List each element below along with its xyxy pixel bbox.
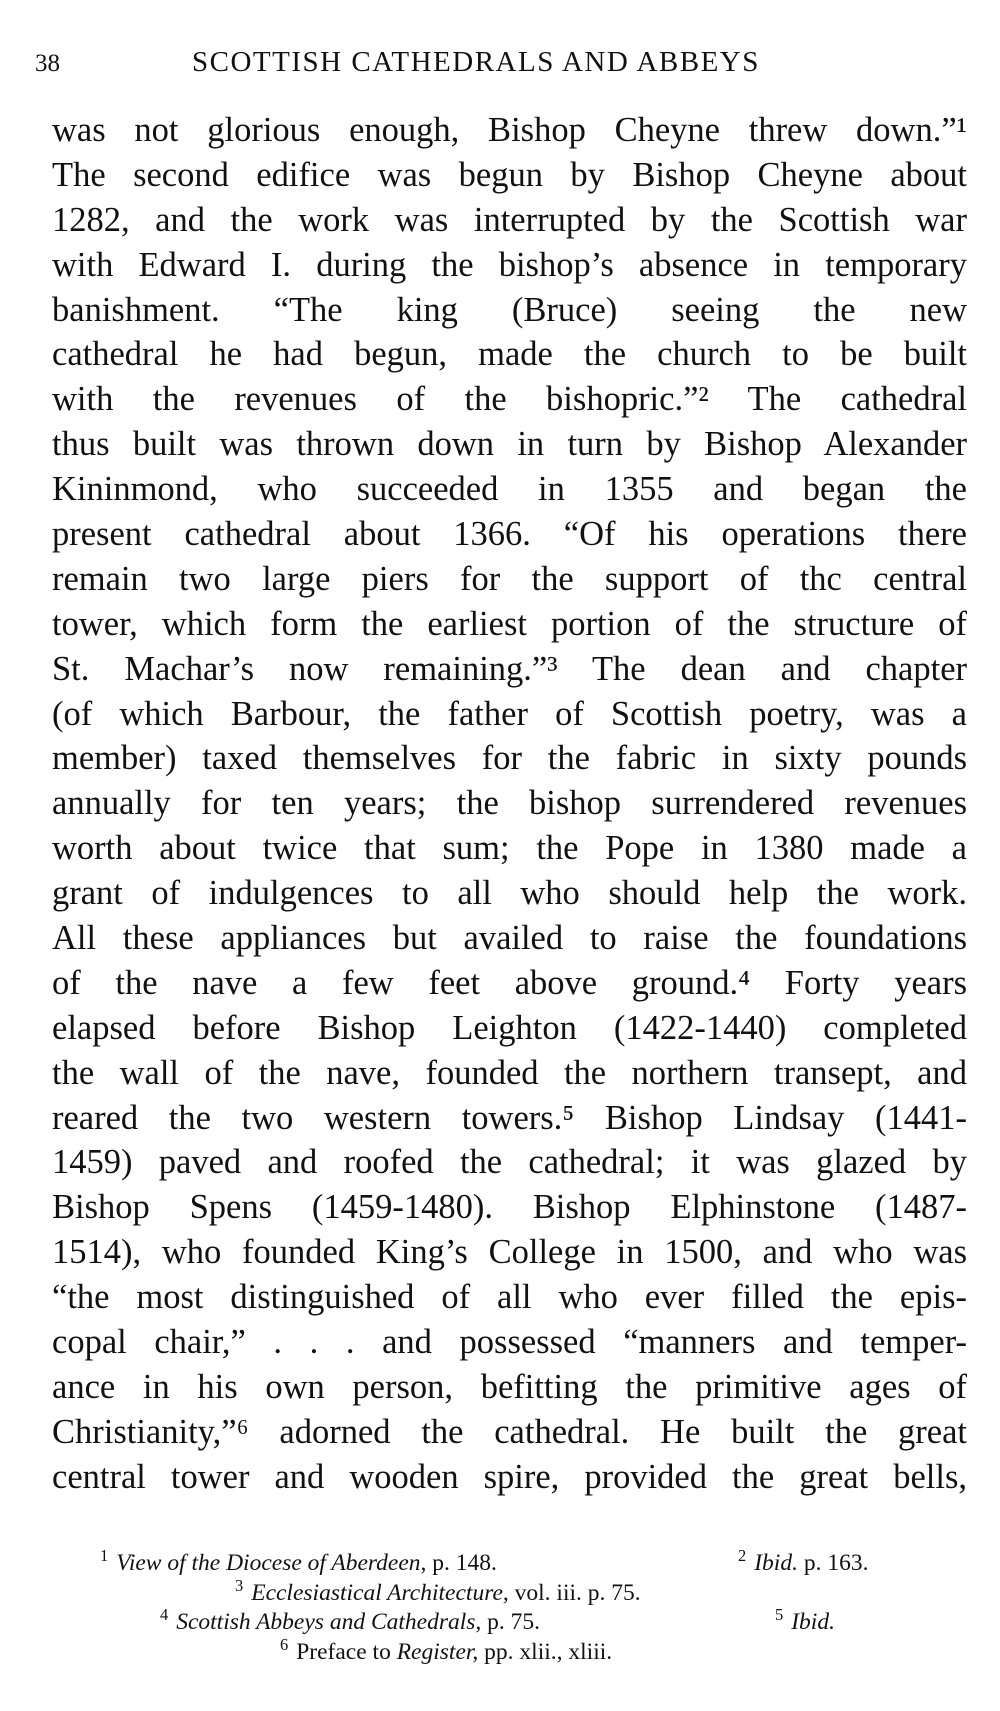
body-line: annually for ten years; the bishop surrendered revenues bbox=[52, 784, 967, 823]
body-line: Kininmond, who succeeded in 1355 and began the bbox=[52, 470, 967, 509]
body-line: of the nave a few feet above ground.⁴ Forty years bbox=[52, 963, 967, 1002]
body-line: thus built was thrown down in turn by Bishop Alexander bbox=[52, 425, 967, 464]
footnote-2: $^2$ Ibid. p. 163. bbox=[738, 1546, 869, 1576]
footnote-6: $^6$ Preface to Register, pp. xlii., xliii. bbox=[280, 1634, 613, 1665]
body-line: ance in his own person, befitting the primitive ages of bbox=[52, 1367, 967, 1406]
body-line: cathedral he had begun, made the church to be built bbox=[52, 335, 967, 374]
body-line: 1282, and the work was interrupted by the Scottish war bbox=[52, 200, 967, 239]
footnote-3: $^3$ Ecclesiastical Architecture, vol. iii. p. 75. bbox=[235, 1575, 641, 1606]
body-line: central tower and wooden spire, provided the great bells, bbox=[52, 1457, 967, 1496]
body-line: was not glorious enough, Bishop Cheyne threw down.”¹ bbox=[52, 111, 967, 149]
running-head bbox=[35, 42, 965, 82]
body-line: elapsed before Bishop Leighton (1422-1440) completed bbox=[52, 1008, 967, 1047]
body-line: remain two large piers for the support of thc central bbox=[52, 559, 967, 598]
body-line: St. Machar’s now remaining.”³ The dean and chapter bbox=[52, 649, 967, 688]
footnote-row bbox=[0, 1634, 1000, 1668]
footnote-row bbox=[0, 1605, 1000, 1638]
body-line: copal chair,” . . . and possessed “manners and temper- bbox=[52, 1323, 967, 1362]
body-line: (of which Barbour, the father of Scottish poetry, was a bbox=[52, 694, 967, 733]
running-title: SCOTTISH CATHEDRALS AND ABBEYS bbox=[192, 46, 760, 78]
body-line: tower, which form the earliest portion of the structure of bbox=[52, 604, 967, 643]
body-line: present cathedral about 1366. “Of his operations there bbox=[52, 515, 967, 554]
page-number: 38 bbox=[35, 50, 60, 77]
body-line: Bishop Spens (1459-1480). Bishop Elphinstone (1487- bbox=[52, 1188, 967, 1227]
footnote-5: $^5$ Ibid. bbox=[775, 1605, 835, 1635]
footnotes bbox=[0, 1546, 1000, 1667]
body-line: with the revenues of the bishopric.”² The cathedral bbox=[52, 380, 967, 419]
body-line: 1514), who founded King’s College in 1500, and who was bbox=[52, 1233, 967, 1272]
body-line: grant of indulgences to all who should help the work. bbox=[52, 874, 967, 913]
body-line: 1459) paved and roofed the cathedral; it was glazed by bbox=[52, 1143, 967, 1182]
body-line: the wall of the nave, founded the northern transept, and bbox=[52, 1053, 967, 1092]
footnote-4: $^4$ Scottish Abbeys and Cathedrals, p. 75. bbox=[160, 1605, 541, 1635]
body-line: All these appliances but availed to raise the foundations bbox=[52, 919, 967, 958]
body-line: reared the two western towers.⁵ Bishop Lindsay (1441- bbox=[52, 1098, 967, 1137]
body-text bbox=[52, 108, 967, 1500]
body-line: with Edward I. during the bishop’s absence in temporary bbox=[52, 245, 967, 284]
body-line: banishment. “The king (Bruce) seeing the new bbox=[52, 290, 967, 329]
body-line: worth about twice that sum; the Pope in 1380 made a bbox=[52, 829, 967, 868]
body-line: member) taxed themselves for the fabric in sixty pounds bbox=[52, 739, 967, 778]
body-line: Christianity,”⁶ adorned the cathedral. He built the great bbox=[52, 1412, 967, 1451]
footnote-row bbox=[0, 1575, 1000, 1609]
footnote-1: $^1$ View of the Diocese of Aberdeen, p. 148. bbox=[100, 1546, 497, 1576]
body-line: The second edifice was begun by Bishop Cheyne about bbox=[52, 155, 967, 194]
body-line: “the most distinguished of all who ever filled the epis- bbox=[52, 1278, 967, 1317]
footnote-row bbox=[0, 1546, 1000, 1579]
